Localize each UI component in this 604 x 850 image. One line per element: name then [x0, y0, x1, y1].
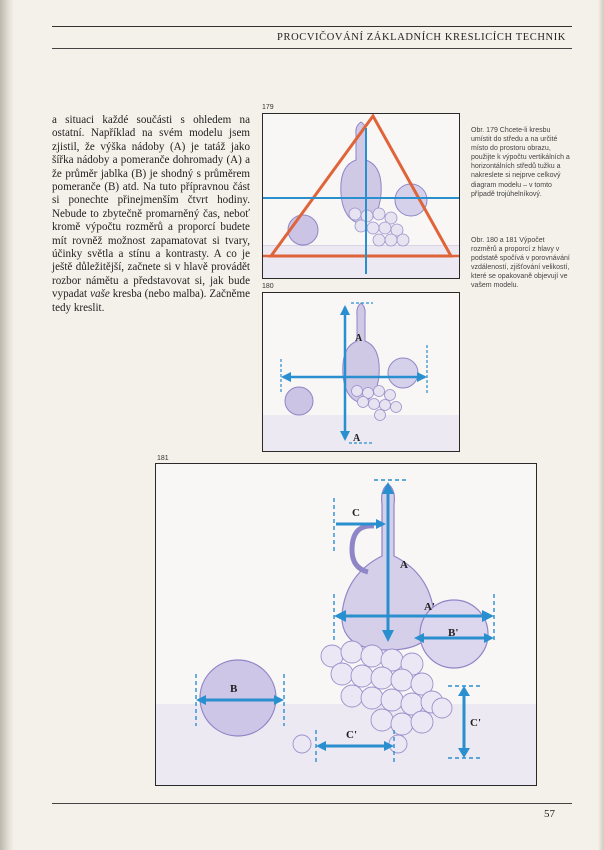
running-header: PROCVIČOVÁNÍ ZÁKLADNÍCH KRESLICÍCH TECHNIK — [277, 32, 566, 43]
body-text-emphasis: vaše — [90, 288, 110, 301]
header-rule-bottom — [52, 48, 572, 49]
page-outer-edge — [598, 0, 604, 850]
table-shading — [263, 246, 459, 278]
header-rule-top — [52, 26, 572, 27]
apple-sketch — [200, 660, 276, 736]
figure-181 — [155, 463, 537, 786]
dimension-label-b: B — [230, 683, 238, 695]
footer-rule — [52, 803, 572, 804]
dimension-label-c: C — [352, 507, 360, 519]
body-paragraph — [52, 114, 250, 315]
dimension-label-a-width: A — [353, 433, 361, 444]
dimension-label-b-prime: B' — [448, 627, 459, 639]
body-text-end: kresba (nebo malba). Začněme tedy kreslit. — [52, 288, 251, 314]
page-binding-edge — [0, 0, 14, 850]
body-text-main: a situaci každé součásti s ohledem na ostatní. Například na svém modelu jsem zjistil, že výška nádoby (A) je tatáž jako šířka nádoby a pomeranče dohromady (A) a že průměr jablka (B) je shodný s průměrem pomeranče (B) atd. Na tuto přípravnou část si ponechte přinejmenším čtvrt hodiny. Nebude to zbytečně promarněný čas, neboť kromě výpočtu rozměrů a proporcí budete mít rovněž možnost zapamatovat si tvary, účinky světla a stínu a kontrasty. A co je ještě důležitější, začnete si v hlavě provádět rozbor námětu a představovat si, jak bude vypadat — [52, 114, 250, 301]
caption-figures-180-181: Obr. 180 a 181 Výpočet rozměrů a proporcí z hlavy v podstatě spočívá v porovnávání vzdáleností, zjišťování velikostí, které se opakovaně objevují ve vašem modelu. — [471, 237, 570, 290]
figure-181-label: 181 — [157, 455, 169, 462]
dimension-label-c-prime-v: C' — [470, 717, 481, 729]
dimension-label-c-prime-h: C' — [346, 729, 357, 741]
table-shading — [263, 415, 459, 451]
figure-179-label: 179 — [262, 104, 274, 111]
orange-sketch — [388, 358, 418, 388]
apple-sketch — [285, 387, 313, 415]
caption-figure-179: Obr. 179 Chcete-li kresbu umístit do středu a na určité místo do prostoru obrazu, použijte k výpočtu vertikálních a horizontálních středů tužku a nakreslete si nejprve celkový diagram modelu – v tomto případě trojúhelníkový. — [471, 127, 570, 198]
figure-180 — [262, 292, 460, 452]
orange-sketch — [395, 184, 427, 216]
figure-180-drawing — [263, 293, 459, 451]
figure-181-drawing — [156, 464, 536, 785]
dimension-label-a-prime: A' — [424, 601, 435, 613]
figure-179-drawing — [263, 114, 459, 278]
figure-180-label: 180 — [262, 283, 274, 290]
page-number: 57 — [544, 808, 555, 820]
dimension-label-a: A — [400, 559, 408, 571]
apple-sketch — [288, 215, 318, 245]
figure-179 — [262, 113, 460, 279]
dimension-label-a-height: A — [355, 333, 363, 344]
